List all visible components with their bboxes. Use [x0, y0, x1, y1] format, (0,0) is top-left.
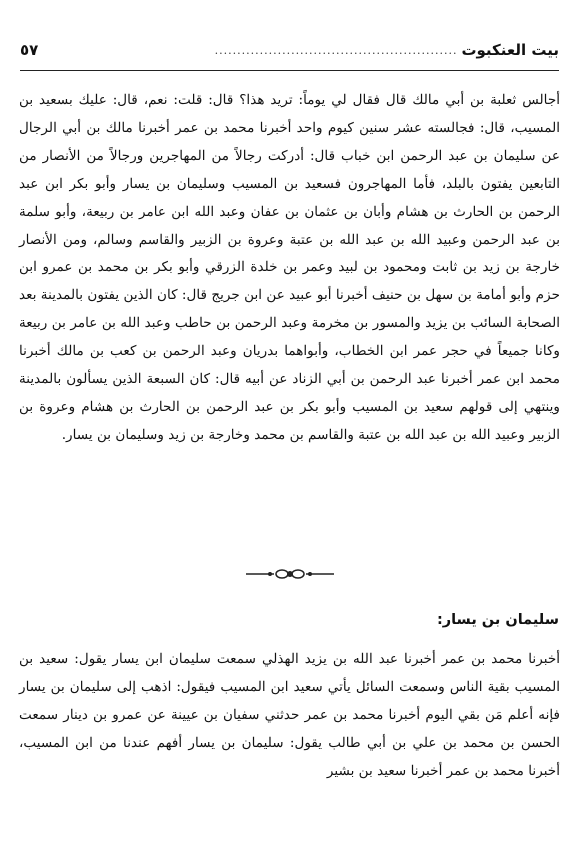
ornament-icon: [244, 567, 336, 581]
body-text-top: [19, 87, 560, 450]
leader-dots: ......................................................: [214, 43, 458, 57]
page-number: ٥٧: [20, 41, 39, 59]
section-heading: سليمان بن يسار:: [436, 612, 559, 628]
ornament-divider: [0, 566, 579, 585]
running-title: بيت العنكبوت: [461, 41, 559, 59]
paragraph: أجالس ثعلبة بن أبي مالك قال فقال لي يوماً: تريد هذا؟ قال: قلت: نعم، قال: عليك بسعيد بن المسيب، قال: فجالسته عشر سنين كيوم واحد أخبرنا محمد بن عمر أخبرنا مالك بن أبي الرجال عن سليمان بن عبد الرحمن ابن خباب قال: أدركت رجالاً من المهاجرين ورجالاً من الأنصار من التابعين يفتون بالبلد، فأما المهاجرون فسعيد بن المسيب وسليمان بن يسار وأبو بكر ابن عبد الرحمن بن الحارث بن هشام وأبان بن عثمان بن عفان وعبد الله ابن عامر بن ربيعة، وأبو سلمة بن عبد الرحمن وعبيد الله بن عبد الله بن عتبة وعروة بن الزبير والقاسم وسالم، ومن الأنصار خارجة بن زيد بن ثابت ومحمود بن لبيد وعمر بن خلدة الزرقي وأبو بكر بن محمد بن عمرو ابن حزم وأبو أمامة بن سهل بن حنيف أخبرنا أبو عبيد عن ابن جريج قال: كان الذين يفتون بالمدينة بعد الصحابة السائب بن يزيد والمسور بن مخرمة وعبد الرحمن بن حاطب وعبد الله بن عامر بن ربيعة وكانا جميعاً في حجر عمر ابن الخطاب، وأبواهما بدريان وعبد الرحمن بن كعب بن مالك أخبرنا محمد ابن عمر أخبرنا عبد الرحمن بن أبي الزناد عن أبيه قال: كان السبعة الذين يسألون بالمدينة وينتهي إلى قولهم سعيد بن المسيب وأبو بكر بن عبد الرحمن بن الحارث بن هشام وعروة بن الزبير وعبيد الله بن عبد الله بن عتبة والقاسم بن محمد وخارجة بن زيد وسليمان بن يسار.: [19, 92, 560, 443]
body-text-bottom: [19, 646, 560, 786]
paragraph: أخبرنا محمد بن عمر أخبرنا عبد الله بن يزيد الهذلي سمعت سليمان ابن يسار يقول: سعيد بن المسيب بقية الناس وسمعت السائل يأتي سعيد ابن المسيب فيقول: اذهب إلى سليمان بن يسار فإنه أعلم مَن بقي اليوم أخبرنا محمد بن عمر حدثني سفيان بن عيينة عن عمرو بن دينار سمعت الحسن بن محمد بن علي بن أبي طالب يقول: سليمان بن يسار أفهم عندنا من ابن المسيب، أخبرنا محمد بن عمر أخبرنا سعيد بن بشير: [19, 651, 560, 779]
page-header: [20, 30, 559, 71]
